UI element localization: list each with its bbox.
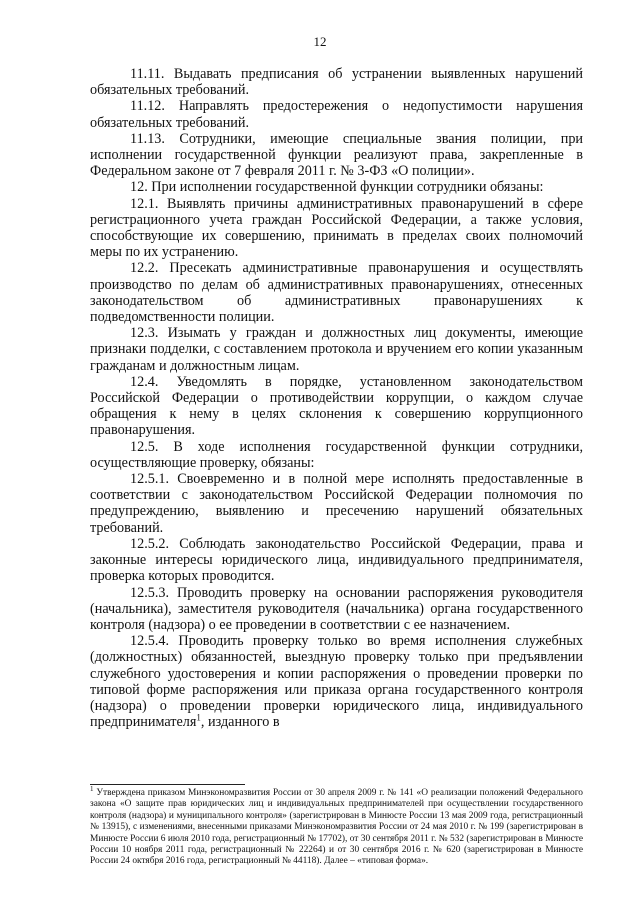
paragraph-11-11: 11.11. Выдавать предписания об устранении выявленных нарушений обязательных требований. [90, 66, 583, 99]
paragraph-12-5-4 [90, 633, 583, 730]
footnote [90, 784, 583, 868]
paragraph-12-1: 12.1. Выявлять причины административных правонарушений в сфере регистрационного учета граждан Российской Федерации, а также условия, способствующие их совершению, принимать в пределах своих полномочий меры по их устранению. [90, 195, 583, 261]
paragraph-12-5-2: 12.5.2. Соблюдать законодательство Российской Федерации, права и законные интересы юридического лица, индивидуального предпринимателя, проверка которых проводится. [90, 535, 583, 585]
document-body [90, 66, 583, 730]
paragraph-12-5-3: 12.5.3. Проводить проверку на основании распоряжения руководителя (начальника), заместителя руководителя (начальника) органа государственного контроля (надзора) о ее проведении в соответствии с ее назначением. [90, 584, 583, 633]
paragraph-11-13: 11.13. Сотрудники, имеющие специальные звания полиции, при исполнении государственной функции реализуют права, закрепленные в Федеральном законе от 7 февраля 2011 г. № 3-ФЗ «О полиции». [90, 130, 583, 180]
paragraph-12-5-1: 12.5.1. Своевременно и в полной мере исполнять предоставленные в соответствии с законодательством Российской Федерации полномочия по предупреждению, выявлению и пресечению нарушений обязательных требований. [90, 471, 583, 536]
paragraph-12: 12. При исполнении государственной функции сотрудники обязаны: [130, 179, 544, 196]
paragraph-12-5-4-tail: , изданного в [200, 714, 280, 731]
footnote-paragraph [90, 784, 583, 868]
footnote-marker: 1 [90, 784, 94, 793]
paragraph-12-5-4-text: 12.5.4. Проводить проверку только во время исполнения служебных (должностных) обязанностей, выездную проверку только при предъявлении служебного удостоверения и копии распоряжения о проведении проверки по типовой форме распоряжения или приказа органа государственного контроля (надзора) о проведении проверки юридического лица, индивидуального предпринимателя [90, 633, 583, 731]
paragraph-11-12: 11.12. Направлять предостережения о недопустимости нарушения обязательных требований. [90, 98, 583, 131]
paragraph-12-4: 12.4. Уведомлять в порядке, установленном законодательством Российской Федерации о противодействии коррупции, о каждом случае обращения к нему в целях склонения к совершению коррупционного правонарушения. [90, 373, 583, 439]
footnote-reference[interactable]: 1 [196, 712, 201, 723]
paragraph-12-5: 12.5. В ходе исполнения государственной функции сотрудники, осуществляющие проверку, обязаны: [90, 438, 583, 471]
footnote-divider [90, 784, 245, 785]
paragraph-12-3: 12.3. Изымать у граждан и должностных лиц документы, имеющие признаки подделки, с составлением протокола и вручением его копии указанным гражданам и должностным лицам. [90, 325, 583, 374]
paragraph-12-2: 12.2. Пресекать административные правонарушения и осуществлять производство по делам об административных правонарушениях, отнесенных законодательством об административных правонарушениях к подведомственности полиции. [90, 260, 583, 326]
page-number: 12 [313, 34, 327, 49]
footnote-text: Утверждена приказом Минэкономразвития России от 30 апреля 2009 г. № 141 «О реализации положений Федерального закона «О защите прав юридических лиц и индивидуальных предпринимателей при осуществлении государственного контроля (надзора) и муниципального контроля» (зарегистрирован в Минюсте России 13 мая 2009 года, регистрационный № 13915), с изменениями, внесенными приказами Минэкономразвития России от 24 мая 2010 г. № 199 (зарегистрирован в Минюсте России 6 июля 2010 года, регистрационный № 17702), от 30 сентября 2011 г. № 532 (зарегистрирован в Минюсте России 10 ноября 2011 года, регистрационный № 22264) и от 30 сентября 2016 г. № 620 (зарегистрирован в Минюсте России 24 октября 2016 года, регистрационный № 44118). Далее – «типовая форма». [90, 788, 583, 867]
